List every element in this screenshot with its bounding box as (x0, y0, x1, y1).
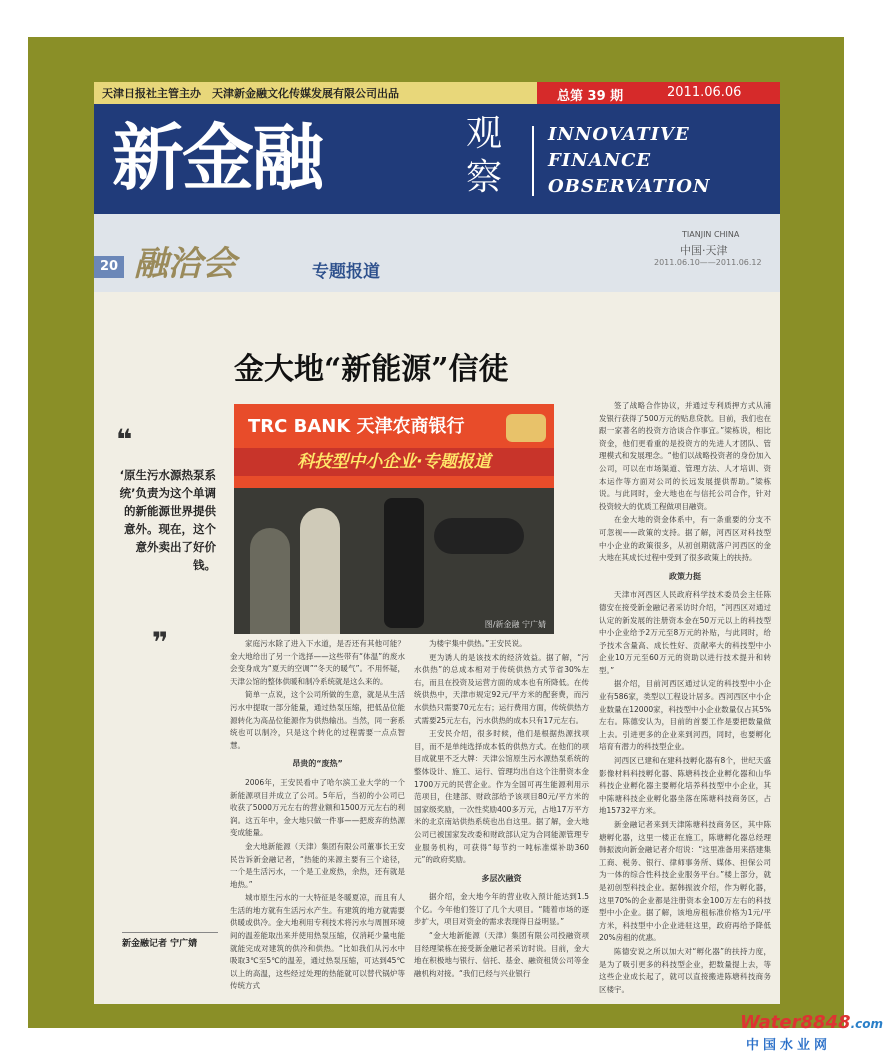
paragraph: 更为诱人的是该技术的经济效益。据了解，“污水供热”的总成本相对于传统供热方式节省30%左右，而且在投资及运营方面的成本也有所降低。在传统供热中，天津市规定92元/平方米的配套费，而污水供热只需要70元左右；运行费用方面，传统供热方式需要25元左右，污水供热的成本只有17元左右。 (414, 652, 589, 725)
paragraph: 河西区已建和在建科技孵化器有8个，世纪天盛影像材料科技孵化器、陈塘科技企业孵化器和山华科技企业孵化器主要孵化培养科技型中小企业，其中陈塘科技企业孵化器坐落在陈塘科技商务区，占地15732平方米。 (599, 756, 771, 816)
masthead-subtitle: 观察 (466, 113, 503, 198)
watermark-brand (740, 1012, 883, 1033)
pull-quote (116, 423, 216, 608)
masthead-english (548, 122, 710, 200)
bank-ad-banner (234, 404, 554, 488)
pipe-graphic (384, 498, 424, 628)
bank-name: TRC BANK 天津农商银行 (248, 416, 465, 437)
paragraph: 家庭污水除了进入下水道，是否还有其他可能？金大地给出了另一个选择——这些带有“体温”的废水会变身成为“夏天的空调”“冬天的暖气”。不用怀疑，天津公馆的整体供暖和制冷系统就是这么来的。 (230, 639, 405, 686)
event-logo: 融洽会 (134, 244, 236, 284)
subheading: 昂贵的“废热” (292, 759, 343, 769)
section-title: 专题报道 (312, 262, 380, 282)
article-headline: 金大地“新能源”信徒 (234, 352, 509, 387)
paragraph: “金大地新能源（天津）集团有限公司投融资项目经理梁栋在接受新金融记者采访时说。目前，金大地在积极地与银行、信托、基金、融资租赁公司等金融机构对接。“我们已经与兴业银行 (414, 931, 589, 978)
person-figure (300, 508, 340, 634)
event-dates: 2011.06.10——2011.06.12 (654, 258, 762, 267)
quote-open-icon: ❝ (116, 423, 133, 456)
article-photo (234, 488, 554, 634)
article-column-2 (414, 638, 589, 998)
watermark-site-name: 中国水业网 (746, 1038, 832, 1053)
watermark-brand-text: Water8848 (740, 1012, 851, 1033)
coins-icon (506, 414, 546, 442)
paragraph: 据介绍，金大地今年的营业收入预计能达到1.5个亿。今年他们签订了几个大项目。“随着市场的逐步扩大，项目对资金的需求表现得日益明显。” (414, 892, 589, 927)
city-english: TIANJIN CHINA (682, 230, 740, 239)
quote-close-icon: ❞ (152, 626, 169, 659)
section-band (94, 214, 780, 292)
masthead-en-line3: OBSERVATION (548, 176, 711, 197)
paragraph: 王安民介绍，很多时候，他们是根据热源找项目，而不是单纯选择成本低的供热方式。在他们的项目成就里不乏大牌：天津公馆原生污水源热泵系统的整体设计、施工、运行、管理均出自这个注册资本金1700万元的民营企业。作为全国可再生能源利用示范项目，住建部、财政部给予该项目80元/平方米的国家级奖励，一次性奖励400多万元，占地17万平方米的北京南站供热系统也出自这里。据了解，金大地公司已被国家发改委和财政部认定为合同能源管理专业服务机构，可获得“每节约一吨标准煤补助360元”的政府奖励。 (414, 729, 589, 865)
subheading: 政策力挺 (669, 571, 701, 581)
paragraph: 简单一点说，这个公司所做的生意，就是从生活污水中提取一部分能量，通过热泵压缩，把低品位能源转化为高品位能源作为供热输出。当然，同一套系统也可以制冷，只是这个转化的过程需要一点点智慧。 (230, 690, 405, 750)
issue-box (537, 82, 780, 104)
paragraph: 为楼宇集中供热。”王安民说。 (429, 639, 527, 648)
masthead-divider (532, 126, 534, 196)
masthead-title: 新金融 (112, 115, 323, 200)
paragraph: 金大地新能源（天津）集团有限公司董事长王安民告诉新金融记者，“热能的来源主要有三个途径，一个是生活污水，一个是工业废热，余热，还有就是地热。” (230, 841, 405, 889)
paragraph: 天津市河西区人民政府科学技术委员会主任陈德安在接受新金融记者采访时介绍，“河西区对通过认定的新发展的注册资本金在50万元以上的科技型中小企业给予2万元至8万元的补贴，与此同时，给予技术含量高、成长性好、贡献率大的科技型中小企业10万元至60万元的资助以进行技术提升和转型。” (599, 590, 771, 675)
publisher-bar (94, 82, 780, 104)
watermark-domain: .com (850, 1017, 883, 1031)
paragraph: 据介绍，目前河西区通过认定的科技型中小企业有586家，类型以工程设计居多。西河西区中小企业数量在12000家，科技型中小企业数量仅占其5%左右。陈德安认为，目前的首要工作是要把数量做上去。引进更多的企业来到河西，同时，也要孵化培育有潜力的科技型企业。 (599, 679, 771, 752)
paragraph: 2006年，王安民看中了哈尔滨工业大学的一个新能源项目并成立了公司。5年后，当初的小公司已收获了5000万元左右的营业额和1500万元左右的利润。这五年中，金大地只做一件事——把废弃的热源变成能量。 (230, 777, 405, 838)
masthead-en-line2: FINANCE (548, 150, 652, 171)
masthead (94, 104, 780, 214)
paragraph: 陈德安说之所以加大对“孵化器”的扶持力度，是为了吸引更多的科技型企业，把数量提上去，等这些企业成长起了，就可以直接搬进陈塘科技商务区楼宇。 (599, 946, 771, 994)
subheading: 多层次融资 (481, 873, 522, 883)
masthead-en-line1: INNOVATIVE (548, 124, 690, 145)
issue-date: 2011.06.06 (667, 85, 742, 100)
pipe-graphic (434, 518, 524, 554)
page-number: 20 (94, 256, 124, 278)
paragraph: 在金大地的资金体系中，有一条重要的分支不可忽视——政策的支持。据了解，河西区对科技型中小企业的政策很多，从初创期就落户河西区的金大地在其成长过程中受到了很多政策上的扶持。 (599, 515, 771, 563)
paragraph: 新金融记者来到天津陈塘科技商务区，其中陈塘孵化器，这里一楼正在施工，陈塘孵化器总经理韩振波向新金融记者介绍说：“这里准备用来搭建集工商、税务、银行、律师事务所、媒体、担保公司为一体的综合性科技企业服务平台。”楼上部分，就是初创型科技企业。据韩振波介绍，作为孵化器，这里70%的企业都是注册资本金100万左右的科技型中小企业。据了解，该地房租标准价格为1元/平方米，科技型中小企业进驻这里，政府再给予降低20%房租的优惠。 (599, 820, 771, 943)
paragraph: 城市原生污水的一大特征是冬暖夏凉，而且有人生活的地方就有生活污水产生。有建筑的地方就需要供暖或供冷。金大地利用专利技术将污水与周围环境间的温差能取出来并使用热泵压缩，仅消耗少量电能就能完成对建筑的供冷和供热。“比如我们从污水中吸取3℃至5℃的温差，通过热泵压缩，可达到45℃以上的高温，这些经过处理的热能就可以替代锅炉等传统方式 (230, 893, 405, 991)
article-column-1 (230, 638, 405, 998)
newspaper-page (94, 82, 780, 1004)
pull-quote-text: ‘原生污水源热泵系统’负责为这个单调的新能源世界提供意外。现在，这个意外卖出了好价钱。 (119, 468, 216, 572)
article-column-3 (599, 400, 771, 996)
ad-slogan: 科技型中小企业·专题报道 (234, 448, 554, 476)
city-name: 中国·天津 (680, 244, 728, 257)
paragraph: 签了战略合作协议，并通过专利质押方式从浦发银行获得了500万元的贴息贷款。目前，我们也在跟一家著名的投资方洽谈合作事宜。”梁栋说，相比资金，他们更看重的是投资方的先进人才团队、管理模式和发展理念。“他们以战略投资者的身份加入公司，可以在市场渠道、管理方法、人才培训、资本运作等方面对公司的长远发展提供帮助。”梁栋说。与此同时，金大地也在与信托公司合作，针对投资较大的优质工程做项目融资。 (599, 401, 771, 511)
issue-number: 总第 39 期 (557, 89, 624, 104)
author-credit: 新金融记者 宁广婧 (122, 932, 218, 949)
person-figure (250, 528, 290, 634)
photo-credit: 图/新金融 宁广婧 (484, 620, 546, 629)
publisher-text: 天津日报社主管主办 天津新金融文化传媒发展有限公司出品 (102, 87, 399, 100)
